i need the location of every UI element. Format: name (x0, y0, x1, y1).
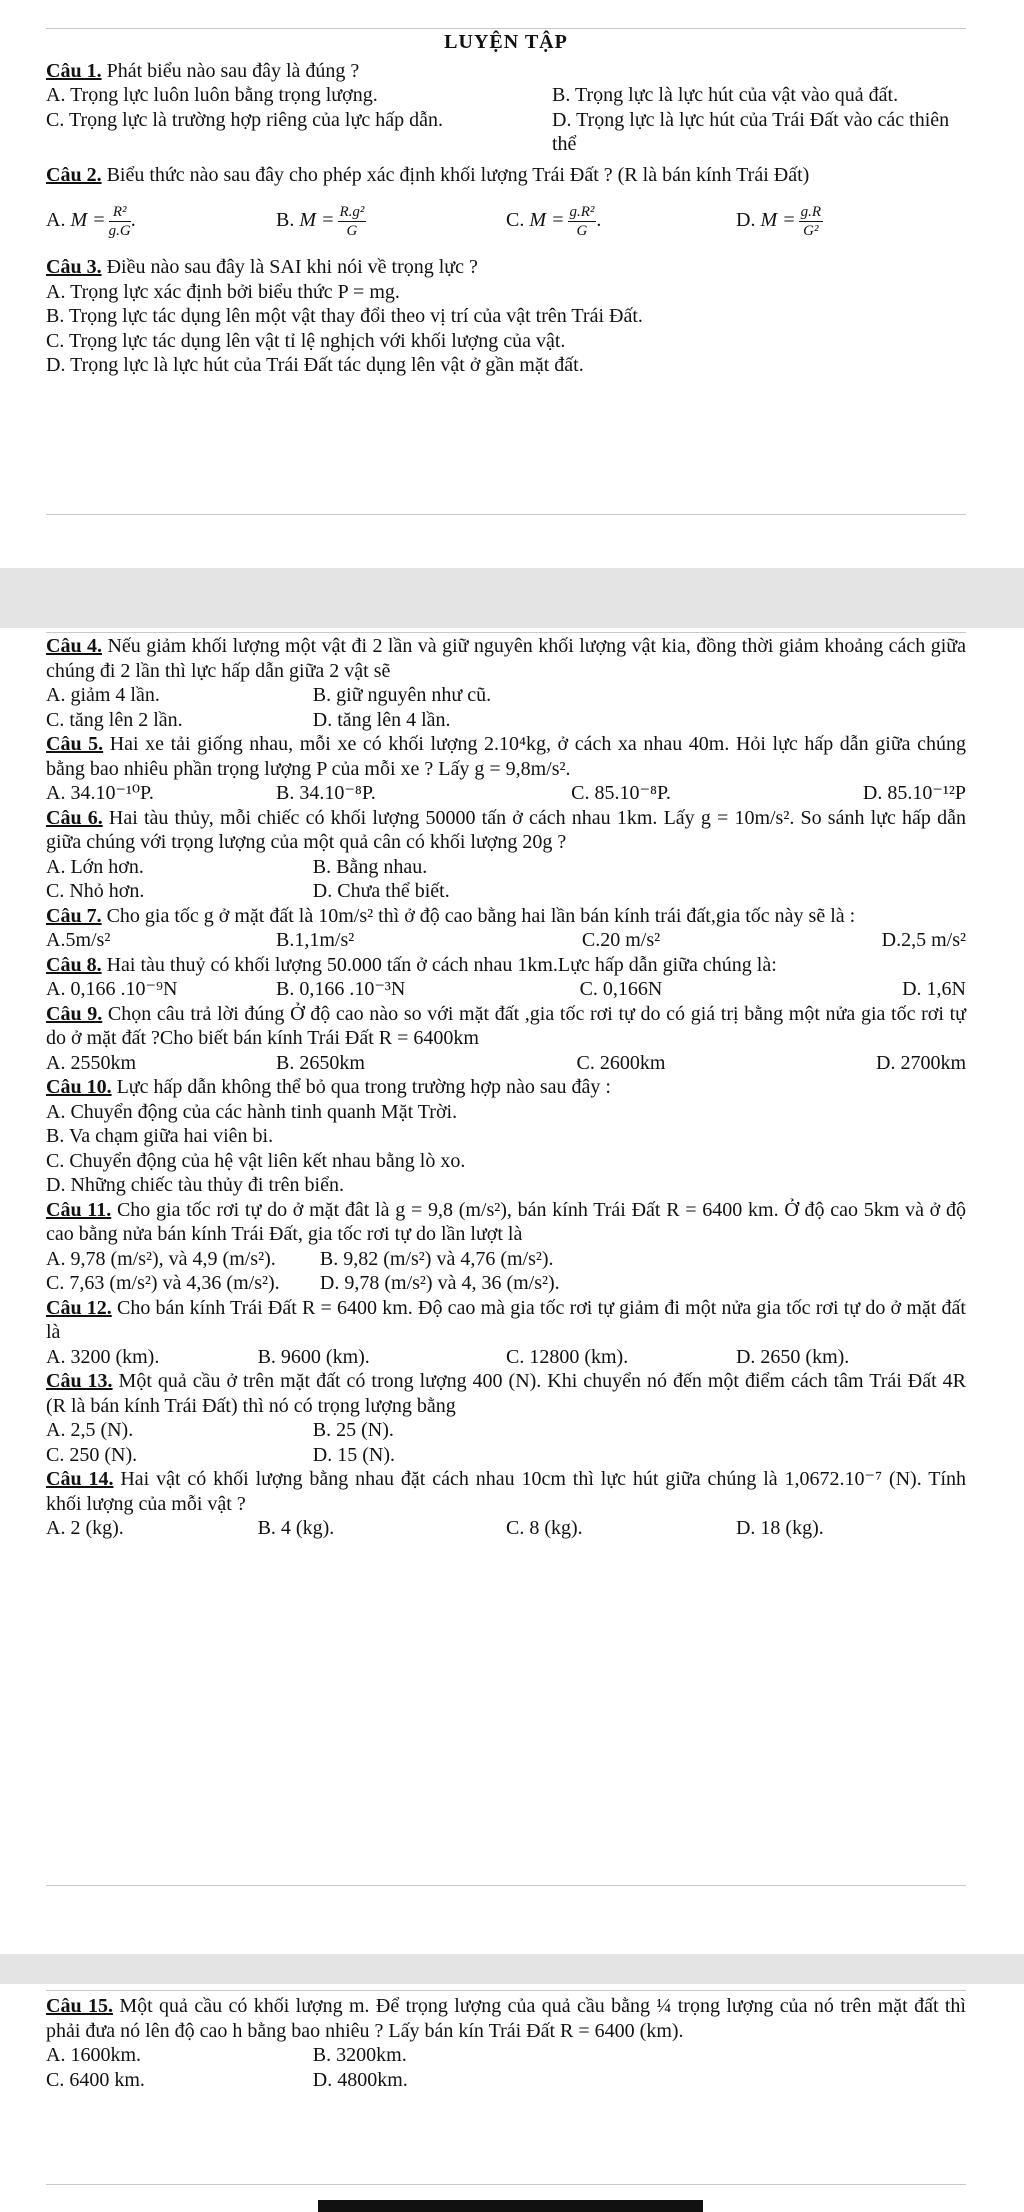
q3-option-d: D. Trọng lực là lực hút của Trái Đất tác dụng lên vật ở gần mặt đất. (46, 354, 584, 376)
q14-options: A. 2 (kg). B. 4 (kg). C. 8 (kg). D. 18 (kg). (46, 1517, 824, 1539)
page-2-content (46, 634, 966, 1541)
q13-options-ab: A. 2,5 (N). B. 25 (N). (46, 1419, 394, 1441)
bottom-dark-bar (318, 2200, 703, 2212)
page-gap-2 (0, 1954, 1024, 1984)
q8-options: A. 0,166 .10⁻⁹N B. 0,166 .10⁻³N C. 0,166N D. 1,6N (46, 978, 966, 1000)
page-2-top-rule (46, 632, 966, 633)
question-2: Câu 2. Biểu thức nào sau đây cho phép xác định khối lượng Trái Đất ? (R là bán kính Trái Đất) (46, 163, 810, 186)
page-1-content (46, 30, 966, 378)
q12-options: A. 3200 (km). B. 9600 (km). C. 12800 (km). D. 2650 (km). (46, 1345, 850, 1368)
question-15: Câu 15. Một quả cầu có khối lượng m. Để trọng lượng của quả cầu bằng ¼ trọng lượng của nó trên mặt đất thì phải đưa nó lên độ cao h bằng bao nhiêu ? Lấy bán kín Trái Đất R = 6400 (km). (46, 1995, 966, 2042)
question-8: Câu 8. Hai tàu thuỷ có khối lượng 50.000 tấn ở cách nhau 1km.Lực hấp dẫn giữa chúng là: (46, 953, 777, 976)
page-3-bottom-rule (46, 2184, 966, 2185)
q9-options: A. 2550km B. 2650km C. 2600km D. 2700km (46, 1051, 966, 1074)
question-11: Câu 11. Cho gia tốc rơi tự do ở mặt đât là g = 9,8 (m/s²), bán kính Trái Đất R = 6400 km. Ở độ cao 5km và ở độ cao bằng nửa bán kính Trái Đất, gia tốc rơi tự do lần lượt là (46, 1198, 967, 1245)
question-6: Câu 6. Hai tàu thủy, mỗi chiếc có khối lượng 50000 tấn ở cách nhau 1km. Lấy g = 10m/s². So sánh lực hấp dẫn giữa chúng với trọng lượng của một quả cân có khối lượng 20g ? (46, 806, 966, 853)
question-13: Câu 13. Một quả cầu ở trên mặt đất có trong lượng 400 (N). Khi chuyển nó đến một điểm cách tâm Trái Đất 4R (R là bán kính Trái Đất) thì nó có trọng lượng bằng (46, 1370, 966, 1417)
q2-option-d: D. M = $\frac{g.R}{\text{G²}}$ (736, 203, 822, 239)
page-title: LUYỆN TẬP (444, 31, 568, 53)
page-3-top-rule (46, 1990, 966, 1991)
q10-option-a: A. Chuyển động của các hành tinh quanh Mặt Trời. (46, 1100, 458, 1123)
page-3-content (46, 1994, 966, 2092)
question-9: Câu 9. Chọn câu trả lời đúng Ở độ cao nào so với mặt đất ,gia tốc rơi tự do có giá trị bằng một nửa gia tốc rơi tự do ở mặt đất ?Cho biết bán kính Trái Đất R = 6400km (46, 1002, 966, 1049)
fraction: $\frac{\text{R.g²}}{G}$ (339, 203, 365, 239)
q10-option-b: B. Va chạm giữa hai viên bi. (46, 1125, 274, 1147)
question-7: Câu 7. Cho gia tốc g ở mặt đất là 10m/s² thì ở độ cao bằng hai lần bán kính trái đất,gia tốc này sẽ là : (46, 904, 856, 927)
q10-option-d: D. Những chiếc tàu thủy đi trên biển. (46, 1174, 344, 1196)
q7-options: A.5m/s² B.1,1m/s² C.20 m/s² D.2,5 m/s² (46, 929, 966, 951)
q10-option-c: C. Chuyển động của hệ vật liên kết nhau bằng lò xo. (46, 1149, 466, 1172)
fraction: $\frac{\text{g.R²}}{G}$ (569, 203, 595, 239)
q11-options-cd: C. 7,63 (m/s²) và 4,36 (m/s²). D. 9,78 (m/s²) và 4, 36 (m/s²). (46, 1272, 560, 1294)
top-rule (46, 28, 966, 29)
question-10: Câu 10. Lực hấp dẫn không thể bỏ qua trong trường hợp nào sau đây : (46, 1076, 611, 1098)
q2-option-c: C. M = $\frac{\text{g.R²}}{G}$ . (506, 203, 602, 239)
q11-options-ab: A. 9,78 (m/s²), và 4,9 (m/s²). B. 9,82 (m/s²) và 4,76 (m/s²). (46, 1247, 554, 1270)
q2-option-b: B. M = $\frac{\text{R.g²}}{G}$ (276, 203, 365, 239)
q3-option-a: A. Trọng lực xác định bởi biểu thức P = mg. (46, 280, 400, 303)
q3-option-b: B. Trọng lực tác dụng lên một vật thay đổi theo vị trí của vật trên Trái Đất. (46, 305, 643, 327)
fraction: $\frac{\text{R²}}{g.G}$ (108, 203, 131, 239)
q1-options-cd: C. Trọng lực là trường hợp riêng của lực hấp dẫn. D. Trọng lực là lực hút của Trái Đất vào các thiên thể (46, 108, 950, 155)
question-12: Câu 12. Cho bán kính Trái Đất R = 6400 km. Độ cao mà gia tốc rơi tự giảm đi một nửa gia tốc rơi tự do ở mặt đất là (46, 1296, 966, 1343)
q15-options-cd: C. 6400 km. D. 4800km. (46, 2068, 408, 2091)
q3-option-c: C. Trọng lực tác dụng lên vật tỉ lệ nghịch với khối lượng của vật. (46, 329, 566, 352)
q1-options-ab: A. Trọng lực luôn luôn bằng trọng lượng. B. Trọng lực là lực hút của vật vào quả đất. (46, 84, 899, 106)
q6-options-ab: A. Lớn hơn. B. Bằng nhau. (46, 855, 428, 878)
q4-options-ab: A. giảm 4 lần. B. giữ nguyên như cũ. (46, 684, 492, 706)
q2-options (46, 191, 966, 251)
q2-option-a: A. M = $\frac{\text{R²}}{g.G}$ . (46, 203, 136, 239)
page-1-bottom-rule (46, 514, 966, 515)
fraction: $\frac{g.R}{\text{G²}}$ (800, 203, 822, 239)
question-4: Câu 4. Nếu giảm khối lượng một vật đi 2 lần và giữ nguyên khối lượng vật kia, đồng thời giảm khoảng cách giữa chúng đi 2 lần thì lực hấp dẫn giữa 2 vật sẽ (46, 635, 966, 682)
q5-options: A. 34.10⁻¹⁰P. B. 34.10⁻⁸P. C. 85.10⁻⁸P. D. 85.10⁻¹²P (46, 782, 966, 804)
q13-options-cd: C. 250 (N). D. 15 (N). (46, 1443, 396, 1466)
question-1: Câu 1. Phát biểu nào sau đây là đúng ? (46, 59, 360, 82)
question-3: Câu 3. Điều nào sau đây là SAI khi nói về trọng lực ? (46, 256, 478, 278)
page-2-bottom-rule (46, 1885, 966, 1886)
page-gap-1 (0, 568, 1024, 628)
question-14: Câu 14. Hai vật có khối lượng bằng nhau đặt cách nhau 10cm thì lực hút giữa chúng là 1,0672.10⁻⁷ (N). Tính khối lượng của mỗi vật ? (46, 1468, 967, 1515)
q6-options-cd: C. Nhỏ hơn. D. Chưa thể biết. (46, 880, 450, 902)
q15-options-ab: A. 1600km. B. 3200km. (46, 2044, 407, 2066)
q4-options-cd: C. tăng lên 2 lần. D. tăng lên 4 lần. (46, 708, 451, 731)
question-5: Câu 5. Hai xe tải giống nhau, mỗi xe có khối lượng 2.10⁴kg, ở cách xa nhau 40m. Hỏi lực hấp dẫn giữa chúng bằng bao nhiêu phần trọng lượng P của mỗi xe ? Lấy g = 9,8m/s². (46, 733, 966, 780)
